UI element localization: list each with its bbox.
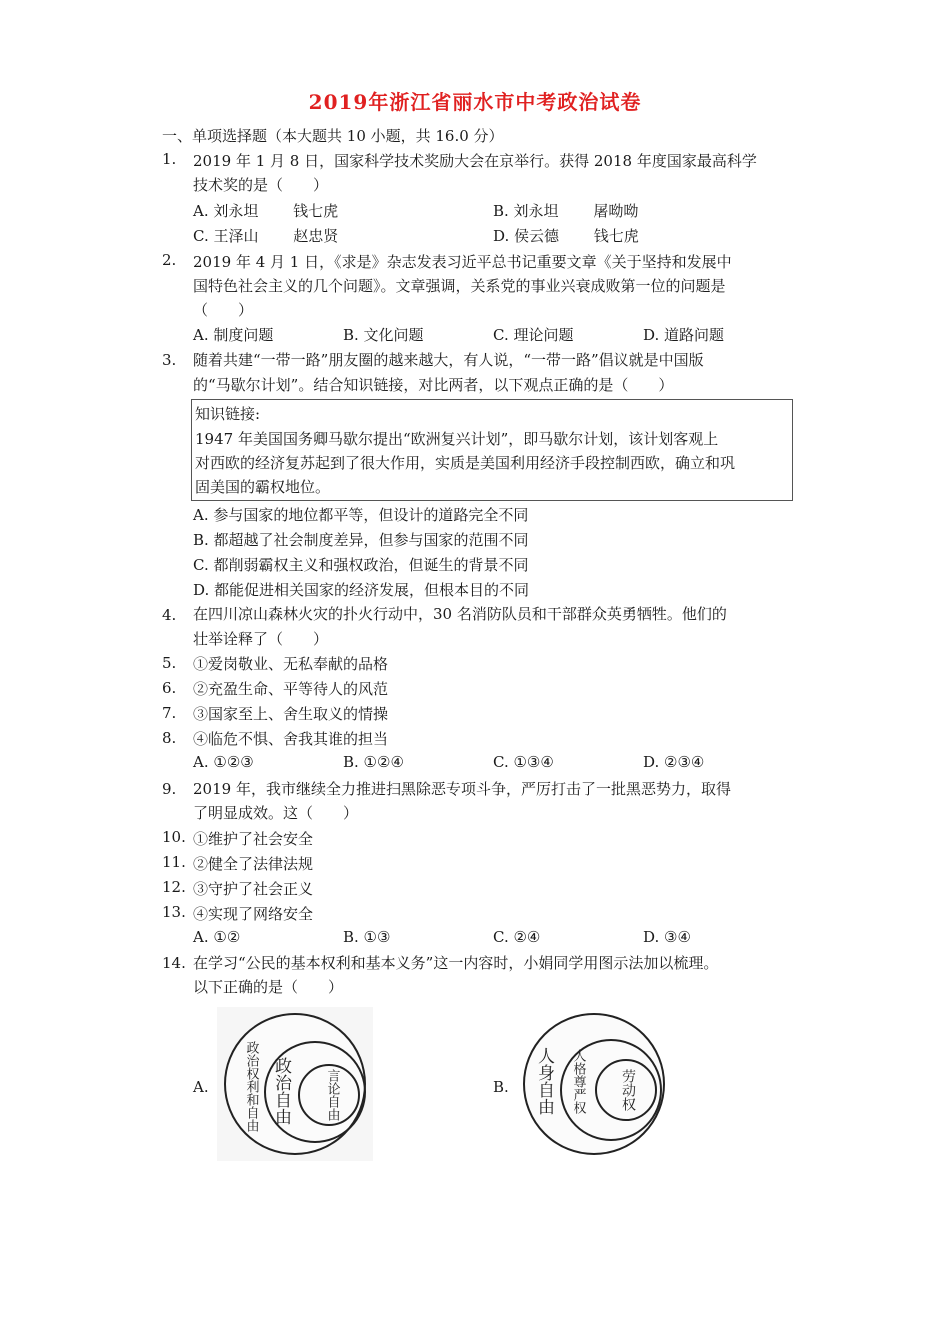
item-text: ③国家至上、舍生取义的情操 <box>193 705 389 723</box>
question-text: 2019 年 4 月 1 日，《求是》杂志发表习近平总书记重要文章《关于坚持和发展中 <box>193 253 732 271</box>
item-number: 6. <box>162 679 177 697</box>
middle-label: 人格尊严权 <box>570 1049 586 1114</box>
middle-label: 政治自由 <box>271 1057 291 1125</box>
option-b[interactable]: B. 文化问题 <box>343 326 424 344</box>
question-text: 在学习“公民的基本权利和基本义务”这一内容时，小娟同学用图示法加以梳理。 <box>193 954 719 972</box>
option-d[interactable]: D. 道路问题 <box>643 326 725 344</box>
item-number: 5. <box>162 654 177 672</box>
question-number: 2. <box>162 251 177 269</box>
option-c[interactable]: C. ①③④ <box>493 753 554 771</box>
option-a[interactable]: A. 刘永坦 钱七虎 <box>193 202 339 220</box>
option-c[interactable]: C. 都削弱霸权主义和强权政治，但诞生的背景不同 <box>193 556 529 574</box>
question-text: 2019 年 1 月 8 日，国家科学技术奖励大会在京举行。获得 2018 年度国家最高科学 <box>193 152 757 170</box>
outer-label: 人身自由 <box>534 1047 554 1115</box>
question-number: 3. <box>162 351 177 369</box>
option-c[interactable]: C. 王泽山 赵忠贤 <box>193 227 339 245</box>
question-number: 9. <box>162 780 177 798</box>
inner-label: 劳动权 <box>620 1069 636 1111</box>
option-a[interactable]: A. 参与国家的地位都平等，但设计的道路完全不同 <box>193 506 529 524</box>
item-text: ①爱岗敬业、无私奉献的品格 <box>193 655 389 673</box>
option-b[interactable]: B. ①②④ <box>343 753 404 771</box>
option-c[interactable]: C. 理论问题 <box>493 326 574 344</box>
item-text: ①维护了社会安全 <box>193 830 314 848</box>
question-text: 在四川凉山森林火灾的扑火行动中，30 名消防队员和干部群众英勇牺牲。他们的 <box>193 605 727 623</box>
question-number: 4. <box>162 606 177 624</box>
option-c[interactable]: C. ②④ <box>493 928 541 946</box>
item-number: 13. <box>162 903 186 921</box>
option-a[interactable]: A. ①②③ <box>193 753 254 771</box>
option-b[interactable]: B. ①③ <box>343 928 391 946</box>
item-number: 8. <box>162 729 177 747</box>
option-a[interactable]: A. ①② <box>193 928 241 946</box>
question-text: 壮举诠释了（ ） <box>193 630 329 648</box>
outer-label: 政治权利和自由 <box>243 1041 259 1132</box>
question-text: 随着共建“一带一路”朋友圈的越来越大，有人说，“一带一路”倡议就是中国版 <box>193 351 704 369</box>
box-text: 1947 年美国国务卿马歇尔提出“欧洲复兴计划”，即马歇尔计划，该计划客观上 <box>195 430 719 448</box>
item-number: 7. <box>162 704 177 722</box>
section-heading: 一、单项选择题（本大题共 10 小题，共 16.0 分） <box>162 127 504 145</box>
item-text: ④临危不惧、舍我其谁的担当 <box>193 730 389 748</box>
item-text: ④实现了网络安全 <box>193 905 314 923</box>
question-text: （ ） <box>193 301 254 319</box>
option-d[interactable]: D. ②③④ <box>643 753 705 771</box>
option-b[interactable]: B. <box>493 1078 509 1096</box>
question-text: 以下正确的是（ ） <box>193 978 344 996</box>
item-text: ②健全了法律法规 <box>193 855 314 873</box>
box-text: 固美国的霸权地位。 <box>195 478 331 496</box>
knowledge-link-box <box>191 399 793 501</box>
inner-label: 言论自由 <box>324 1069 340 1121</box>
box-title: 知识链接: <box>195 405 261 423</box>
page-title: 2019年浙江省丽水市中考政治试卷 <box>308 90 642 114</box>
item-number: 10. <box>162 828 186 846</box>
item-text: ③守护了社会正义 <box>193 880 314 898</box>
question-number: 1. <box>162 150 177 168</box>
question-text: 2019 年，我市继续全力推进扫黑除恶专项斗争，严厉打击了一批黑恶势力，取得 <box>193 780 731 798</box>
option-a[interactable]: A. <box>193 1078 209 1096</box>
option-d[interactable]: D. 都能促进相关国家的经济发展，但根本目的不同 <box>193 581 530 599</box>
item-text: ②充盈生命、平等待人的风范 <box>193 680 389 698</box>
item-number: 12. <box>162 878 186 896</box>
venn-diagram-b <box>516 1007 672 1161</box>
question-text: 技术奖的是（ ） <box>193 176 329 194</box>
question-number: 14. <box>162 954 186 972</box>
item-number: 11. <box>162 853 186 871</box>
option-b[interactable]: B. 刘永坦 屠呦呦 <box>493 202 639 220</box>
option-d[interactable]: D. ③④ <box>643 928 691 946</box>
option-a[interactable]: A. 制度问题 <box>193 326 274 344</box>
question-text: 国特色社会主义的几个问题》。文章强调，关系党的事业兴衰成败第一位的问题是 <box>193 277 726 295</box>
question-text: 了明显成效。这（ ） <box>193 804 359 822</box>
option-b[interactable]: B. 都超越了社会制度差异，但参与国家的范围不同 <box>193 531 529 549</box>
venn-diagram-a <box>217 1007 373 1161</box>
box-text: 对西欧的经济复苏起到了很大作用，实质是美国利用经济手段控制西欧，确立和巩 <box>195 454 736 472</box>
question-text: 的“马歇尔计划”。结合知识链接，对比两者，以下观点正确的是（ ） <box>193 376 674 394</box>
option-d[interactable]: D. 侯云德 钱七虎 <box>493 227 639 245</box>
